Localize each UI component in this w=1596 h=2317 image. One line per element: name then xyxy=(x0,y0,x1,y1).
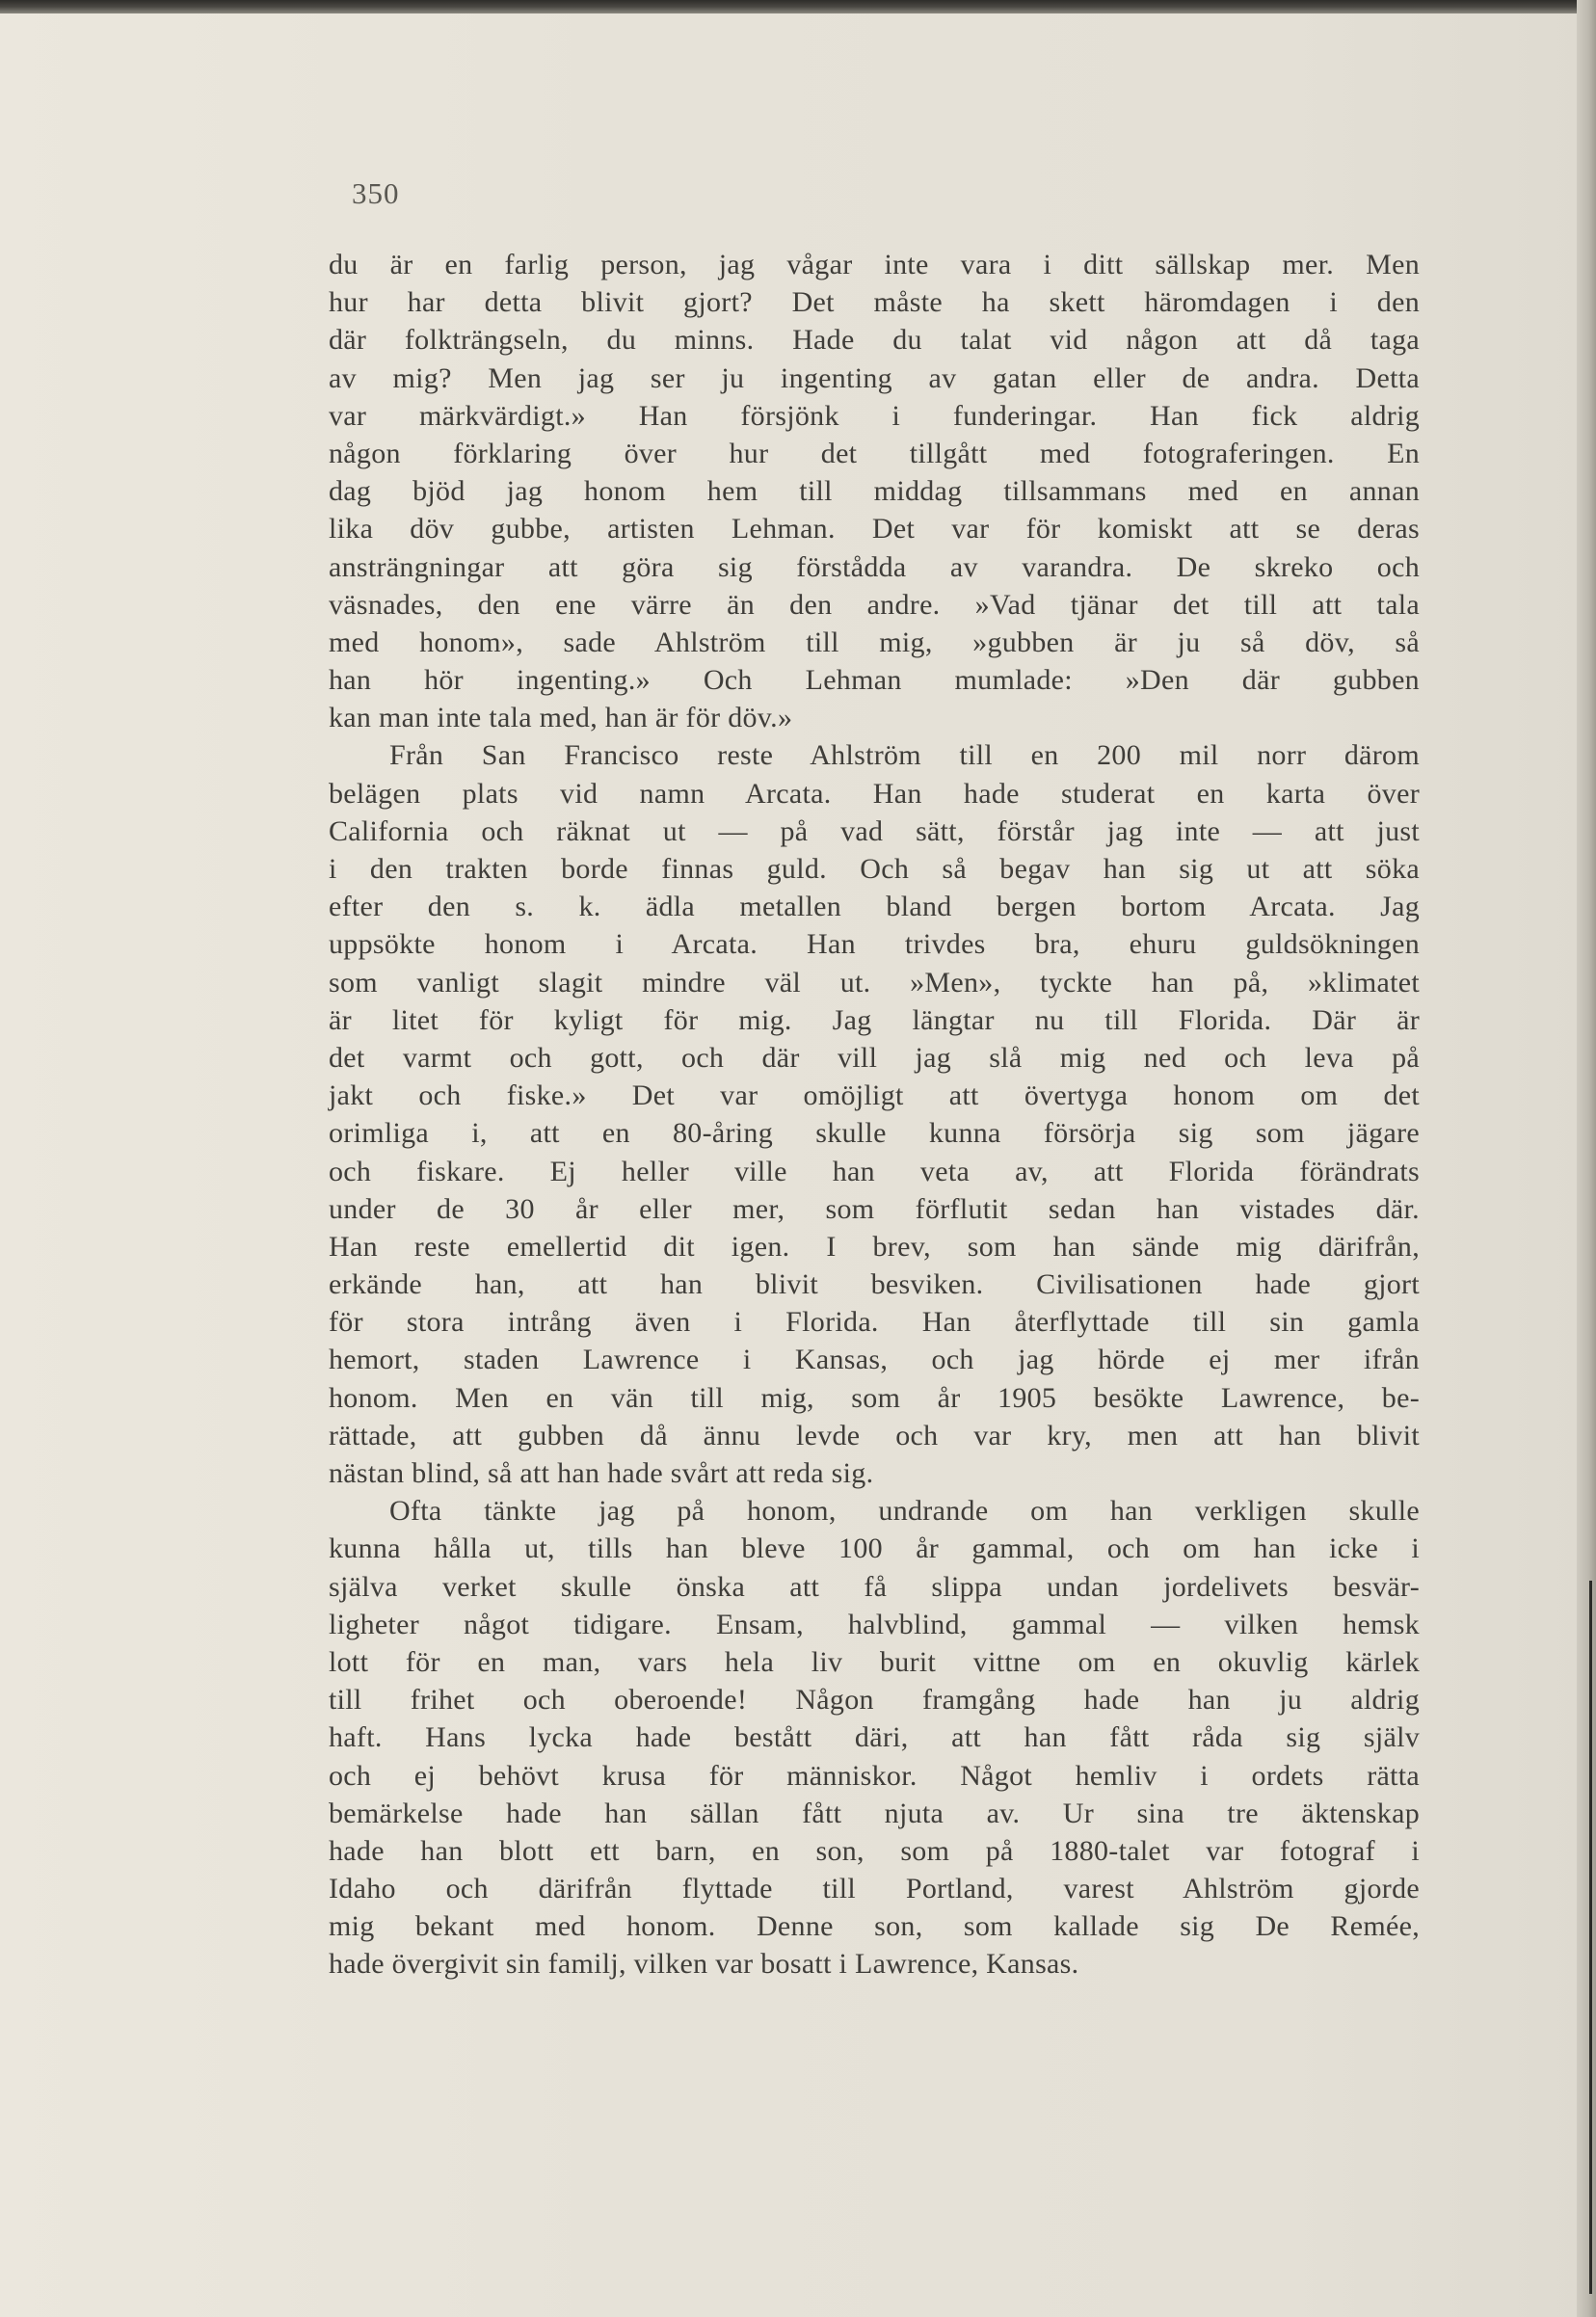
text-line: i den trakten borde finnas guld. Och så begav han sig ut att söka xyxy=(329,853,1420,885)
text-line: någon förklaring över hur det tillgått med fotograferingen. En xyxy=(329,437,1420,469)
text-line: och fiskare. Ej heller ville han veta av, att Florida förändrats xyxy=(329,1155,1420,1187)
text-line: Från San Francisco reste Ahlström till en 200 mil norr därom xyxy=(389,739,1420,772)
text-line: erkände han, att han blivit besviken. Civilisationen hade gjort xyxy=(329,1268,1420,1301)
page-right-edge xyxy=(1577,0,1596,2317)
text-line: med honom», sade Ahlström till mig, »gubben är ju så döv, så xyxy=(329,626,1420,658)
text-line: Idaho och därifrån flyttade till Portland, varest Ahlström gjorde xyxy=(329,1873,1420,1905)
text-line: till frihet och oberoende! Någon framgång hade han ju aldrig xyxy=(329,1684,1420,1717)
text-line: mig bekant med honom. Denne son, som kallade sig De Remée, xyxy=(329,1910,1420,1943)
text-line: som vanligt slagit mindre väl ut. »Men», tyckte han på, »klimatet xyxy=(329,966,1420,999)
text-line: rättade, att gubben då ännu levde och var kry, men att han blivit xyxy=(329,1419,1420,1451)
text-line: du är en farlig person, jag vågar inte vara i ditt sällskap mer. Men xyxy=(329,249,1420,280)
text-line: hade han blott ett barn, en son, som på 1880-talet var fotograf i xyxy=(329,1834,1420,1867)
text-line: var märkvärdigt.» Han försjönk i funderingar. Han fick aldrig xyxy=(329,399,1420,432)
text-line: för stora intrång även i Florida. Han återflyttade till sin gamla xyxy=(329,1306,1420,1339)
text-line: väsnades, den ene värre än den andre. »Vad tjänar det till att tala xyxy=(329,588,1420,621)
text-line: lika döv gubbe, artisten Lehman. Det var för komiskt att se deras xyxy=(329,513,1420,546)
text-line: är litet för kyligt för mig. Jag längtar nu till Florida. Där är xyxy=(329,1003,1420,1036)
text-line: bemärkelse hade han sällan fått njuta av. Ur sina tre äktenskap xyxy=(329,1797,1420,1829)
text-line: och ej behövt krusa för människor. Något hemliv i ordets rätta xyxy=(329,1759,1420,1792)
text-line: orimliga i, att en 80-åring skulle kunna försörja sig som jägare xyxy=(329,1117,1420,1150)
text-line: han hör ingenting.» Och Lehman mumlade: »Den där gubben xyxy=(329,664,1420,697)
text-line: lott för en man, vars hela liv burit vittne om en okuvlig kärlek xyxy=(329,1645,1420,1678)
text-line: jakt och fiske.» Det var omöjligt att övertyga honom om det xyxy=(329,1079,1420,1112)
body-text xyxy=(329,246,1420,1984)
text-line: California och räknat ut — på vad sätt, förstår jag inte — att just xyxy=(329,814,1420,847)
text-line: uppsökte honom i Arcata. Han trivdes bra, ehuru guldsökningen xyxy=(329,928,1420,961)
text-line: dag bjöd jag honom hem till middag tillsammans med en annan xyxy=(329,475,1420,508)
page-top-edge xyxy=(0,0,1596,13)
text-line: av mig? Men jag ser ju ingenting av gatan eller de andra. Detta xyxy=(329,361,1420,394)
text-line: kunna hålla ut, tills han bleve 100 år gammal, och om han icke i xyxy=(329,1532,1420,1565)
text-line: ansträngningar att göra sig förstådda av varandra. De skreko och xyxy=(329,550,1420,583)
text-line: kan man inte tala med, han är för döv.» xyxy=(329,702,793,734)
text-line: själva verket skulle önska att få slippa undan jordelivets besvär- xyxy=(329,1570,1420,1603)
text-line: nästan blind, så att han hade svårt att reda sig. xyxy=(329,1457,874,1489)
text-line: under de 30 år eller mer, som förflutit sedan han vistades där. xyxy=(329,1192,1420,1225)
text-line: haft. Hans lycka hade bestått däri, att han fått råda sig själv xyxy=(329,1721,1420,1754)
page-number: 350 xyxy=(352,176,400,210)
text-line: hur har detta blivit gjort? Det måste ha skett häromdagen i den xyxy=(329,286,1420,319)
text-line: honom. Men en vän till mig, som år 1905 besökte Lawrence, be- xyxy=(329,1381,1420,1414)
text-line: Han reste emellertid dit igen. I brev, som han sände mig därifrån, xyxy=(329,1230,1420,1263)
text-line: det varmt och gott, och där vill jag slå mig ned och leva på xyxy=(329,1041,1420,1074)
text-line: belägen plats vid namn Arcata. Han hade studerat en karta över xyxy=(329,777,1420,810)
text-line: ligheter något tidigare. Ensam, halvblind, gammal — vilken hemsk xyxy=(329,1608,1420,1640)
text-line: efter den s. k. ädla metallen bland bergen bortom Arcata. Jag xyxy=(329,891,1420,923)
text-line: hade övergivit sin familj, vilken var bosatt i Lawrence, Kansas. xyxy=(329,1948,1079,1981)
text-line: Ofta tänkte jag på honom, undrande om han verkligen skulle xyxy=(389,1495,1420,1528)
text-line: där folkträngseln, du minns. Hade du talat vid någon att då taga xyxy=(329,324,1420,357)
text-line: hemort, staden Lawrence i Kansas, och jag hörde ej mer ifrån xyxy=(329,1344,1420,1376)
